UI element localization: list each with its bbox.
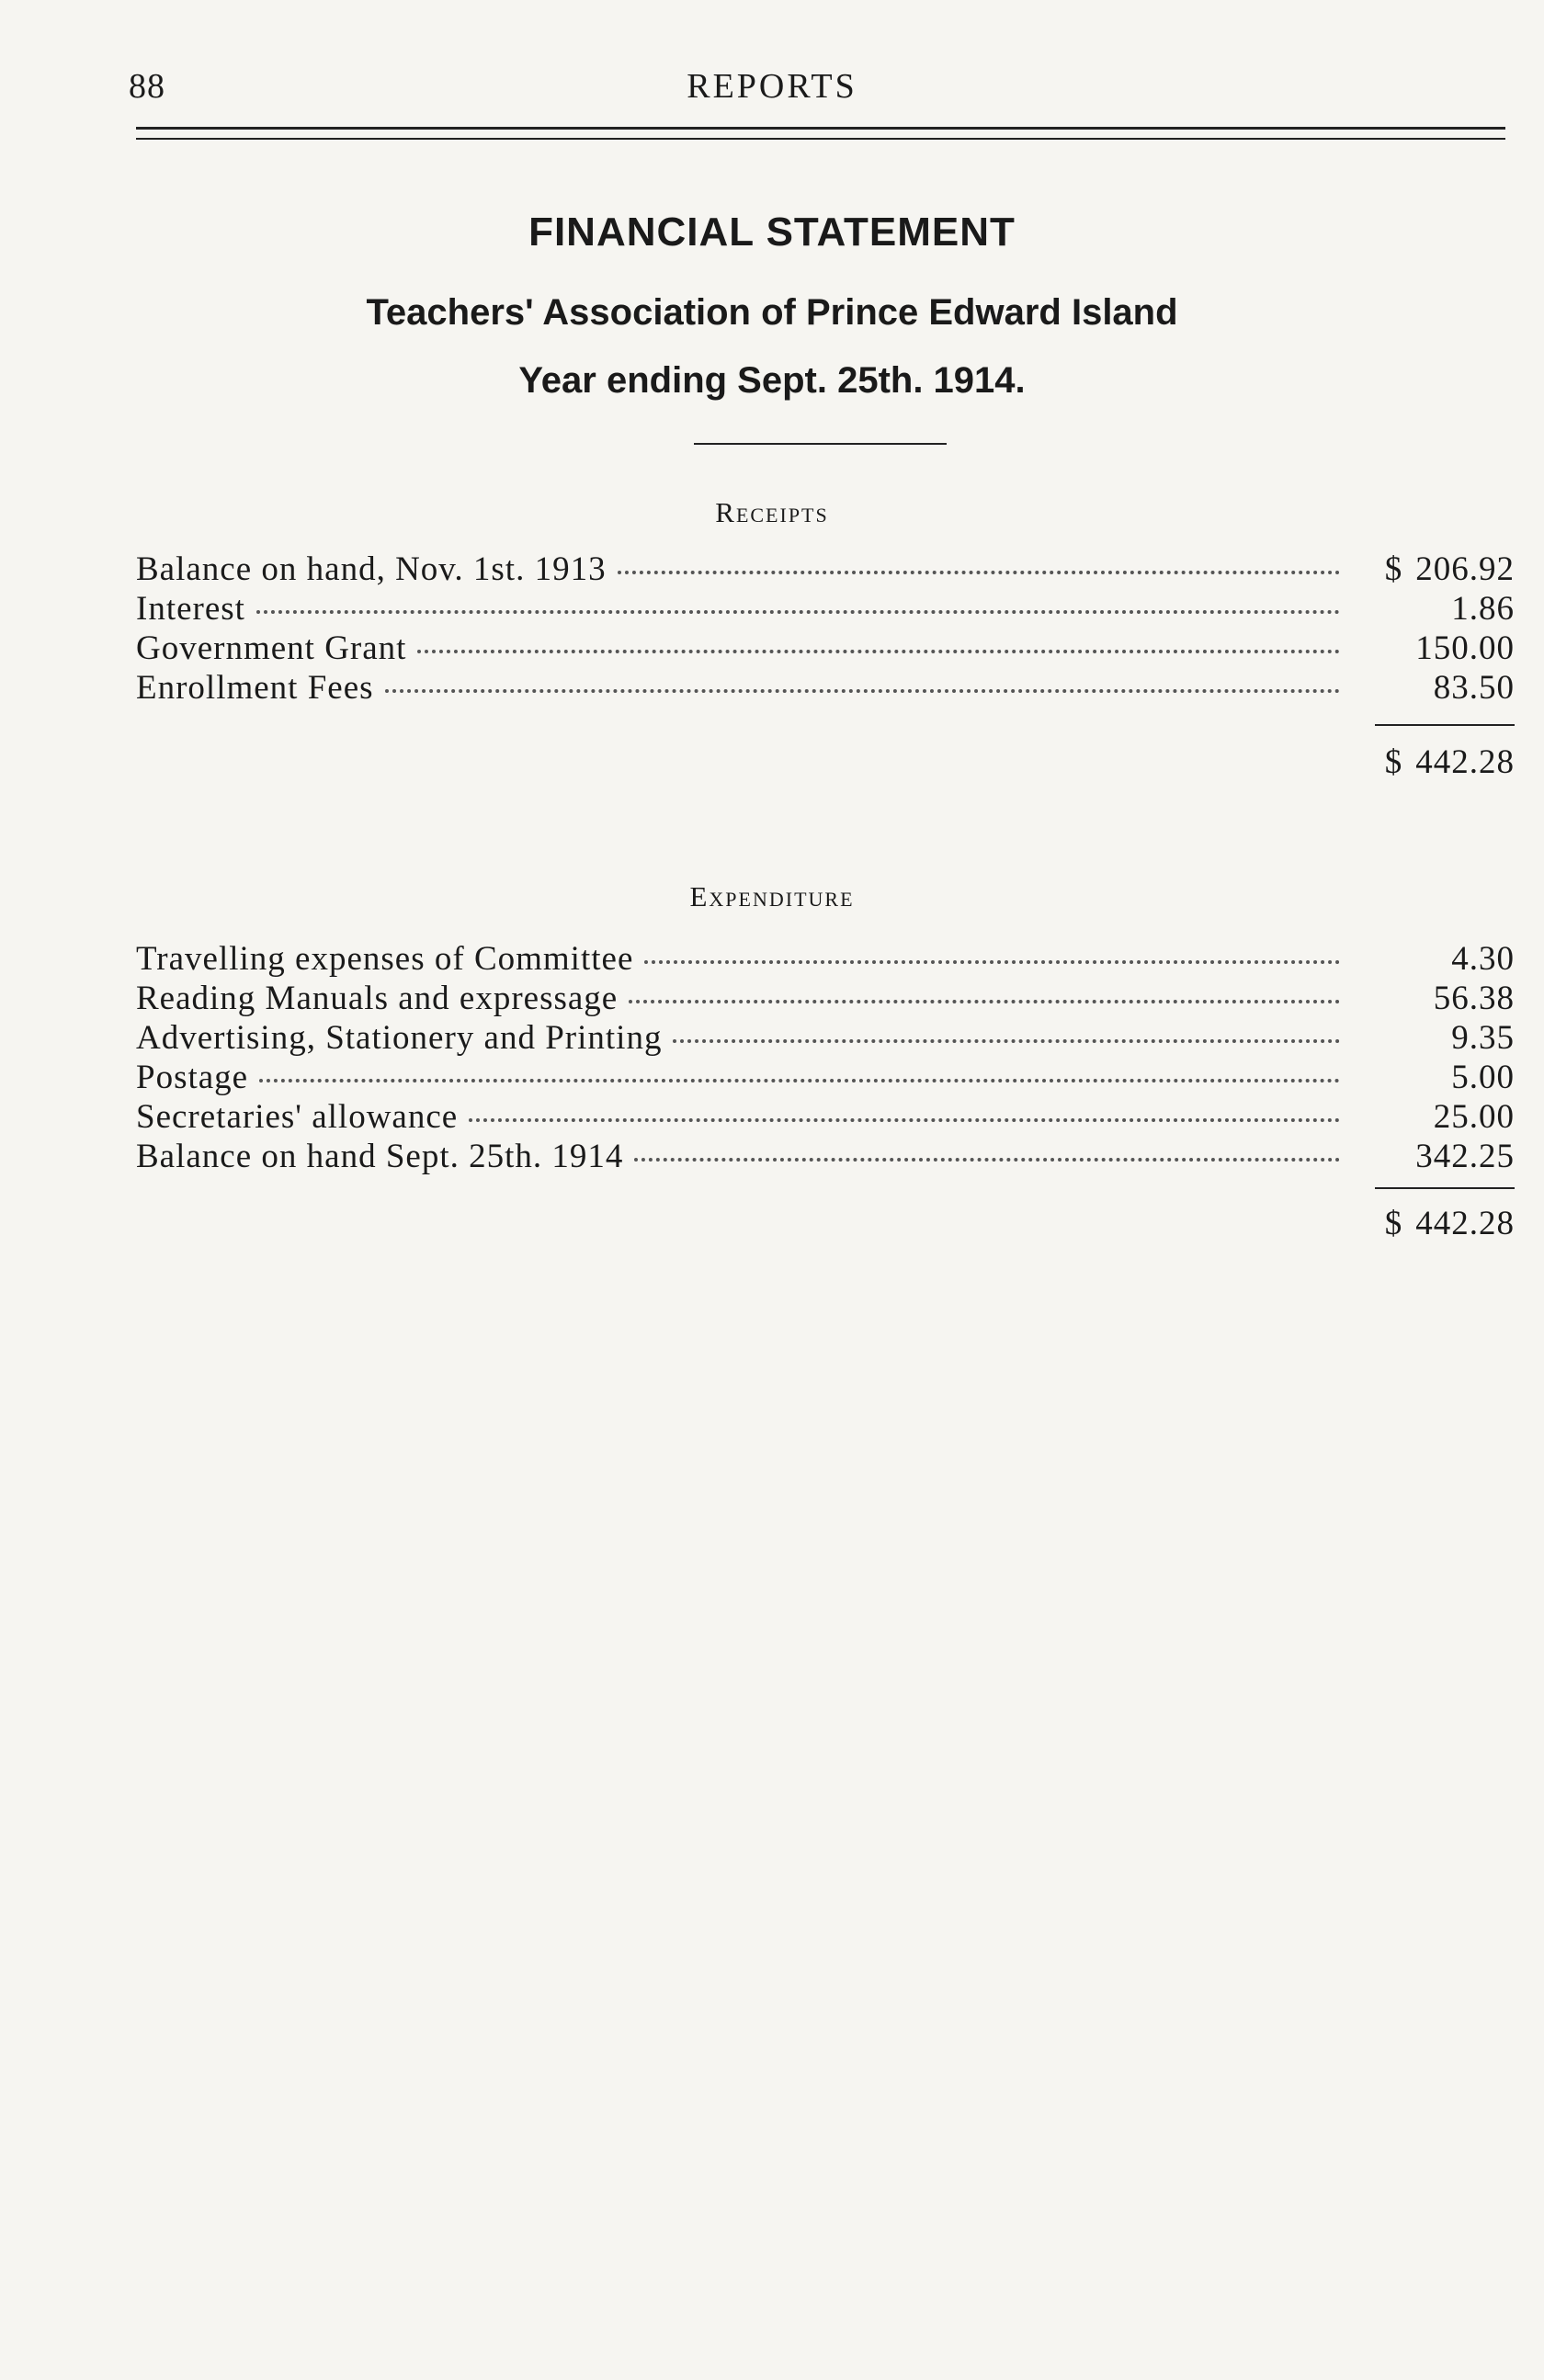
ledger-amount: 25.00 bbox=[1433, 1098, 1515, 1136]
receipts-total-rule bbox=[1375, 724, 1515, 726]
ledger-label: Reading Manuals and expressage bbox=[136, 980, 619, 1017]
dot-leader bbox=[618, 570, 1340, 574]
ledger-amount bbox=[1349, 550, 1515, 589]
ledger-amount: 56.38 bbox=[1433, 980, 1515, 1017]
ledger-amount: 1.86 bbox=[1451, 590, 1515, 628]
ledger-label: Enrollment Fees bbox=[136, 669, 374, 707]
ledger-label: Government Grant bbox=[136, 629, 407, 667]
expenditure-total-rule bbox=[1375, 1187, 1515, 1189]
receipts-table bbox=[136, 550, 1515, 708]
dot-leader bbox=[644, 959, 1340, 964]
receipts-total bbox=[1342, 742, 1515, 782]
expenditure-table bbox=[136, 939, 1515, 1176]
ledger-label: Postage bbox=[136, 1059, 249, 1096]
dot-leader bbox=[673, 1038, 1340, 1043]
dot-leader bbox=[417, 649, 1340, 653]
fiscal-year: Year ending Sept. 25th. 1914. bbox=[518, 360, 1026, 401]
amount-value: 206.92 bbox=[1415, 550, 1515, 588]
organization-name: Teachers' Association of Prince Edward Island bbox=[366, 292, 1178, 333]
ledger-label: Interest bbox=[136, 590, 245, 628]
currency-symbol: $ bbox=[1384, 550, 1403, 588]
total-value: 442.28 bbox=[1415, 1205, 1515, 1242]
currency-symbol: $ bbox=[1384, 1205, 1403, 1242]
expenditure-heading: Expenditure bbox=[689, 880, 855, 912]
dot-leader bbox=[629, 999, 1340, 1003]
ledger-row bbox=[136, 1058, 1515, 1097]
ledger-label: Advertising, Stationery and Printing bbox=[136, 1019, 663, 1057]
dot-leader bbox=[385, 688, 1340, 693]
ledger-row bbox=[136, 589, 1515, 629]
ledger-amount: 342.25 bbox=[1415, 1138, 1515, 1175]
dot-leader bbox=[259, 1078, 1340, 1082]
ledger-row bbox=[136, 939, 1515, 979]
ledger-row bbox=[136, 1097, 1515, 1137]
ledger-row bbox=[136, 1018, 1515, 1058]
ledger-row bbox=[136, 629, 1515, 668]
currency-symbol: $ bbox=[1384, 743, 1403, 781]
ledger-label: Travelling expenses of Committee bbox=[136, 940, 634, 978]
ledger-label: Balance on hand, Nov. 1st. 1913 bbox=[136, 550, 607, 588]
dot-leader bbox=[256, 609, 1340, 614]
header-rule-secondary bbox=[136, 138, 1505, 140]
ledger-amount: 83.50 bbox=[1433, 669, 1515, 707]
ledger-label: Balance on hand Sept. 25th. 1914 bbox=[136, 1138, 624, 1175]
ledger-row bbox=[136, 979, 1515, 1018]
running-head: REPORTS bbox=[687, 67, 857, 106]
receipts-heading: Receipts bbox=[715, 496, 829, 528]
statement-title: FINANCIAL STATEMENT bbox=[528, 210, 1016, 255]
ledger-row bbox=[136, 550, 1515, 589]
header-rule bbox=[136, 127, 1505, 130]
dot-leader bbox=[634, 1157, 1340, 1162]
ledger-row bbox=[136, 1137, 1515, 1176]
expenditure-total bbox=[1342, 1204, 1515, 1243]
dot-leader bbox=[469, 1117, 1340, 1122]
ledger-label: Secretaries' allowance bbox=[136, 1098, 459, 1136]
ledger-amount: 4.30 bbox=[1451, 940, 1515, 978]
ledger-amount: 150.00 bbox=[1415, 629, 1515, 667]
page-number: 88 bbox=[129, 67, 165, 106]
ledger-row bbox=[136, 668, 1515, 708]
total-value: 442.28 bbox=[1415, 743, 1515, 781]
ledger-amount: 5.00 bbox=[1451, 1059, 1515, 1096]
title-divider bbox=[694, 443, 947, 445]
ledger-amount: 9.35 bbox=[1451, 1019, 1515, 1057]
